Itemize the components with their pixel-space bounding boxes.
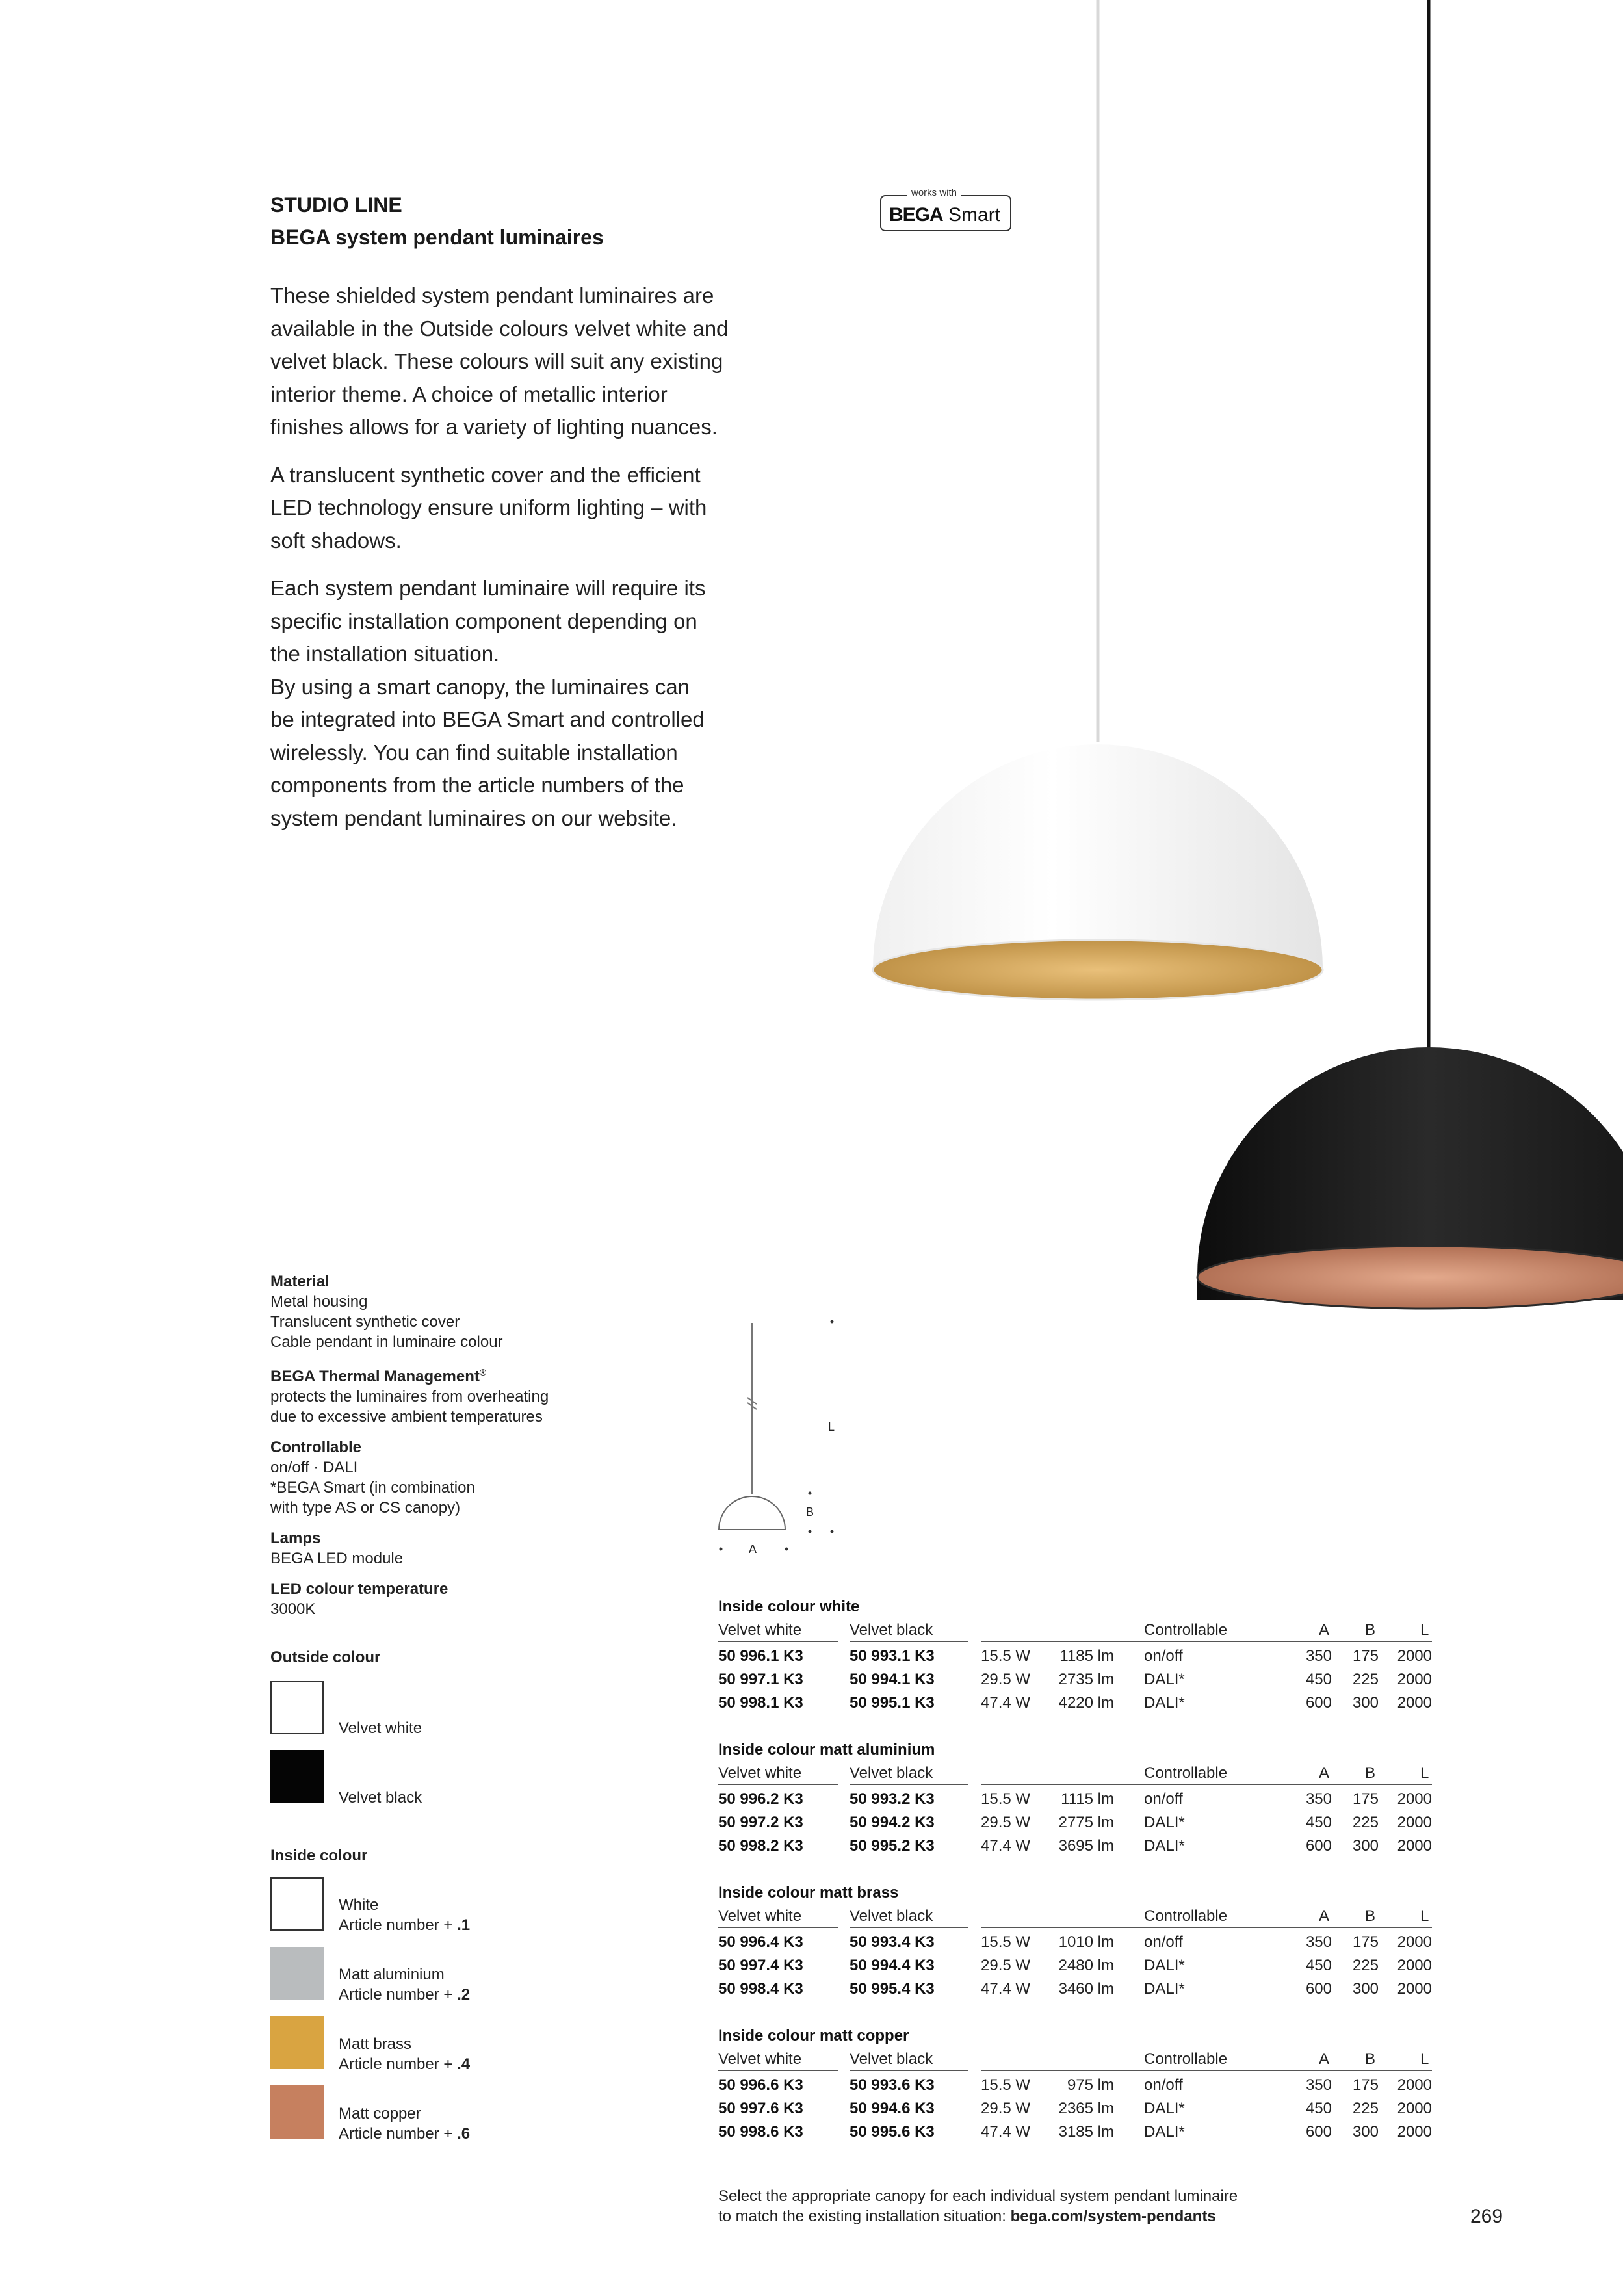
dim-b: 225 — [1352, 1957, 1379, 1974]
swatch-suffix: .4 — [457, 2055, 471, 2073]
wattage: 29.5 W — [981, 1814, 1031, 1831]
outside-colour-heading: Outside colour — [270, 1649, 381, 1666]
header-velvet-black: Velvet black — [850, 2050, 933, 2068]
swatch-label — [339, 2034, 470, 2074]
swatch-velvet-black — [270, 1750, 324, 1803]
article-velvet-white: 50 998.2 K3 — [718, 1837, 803, 1855]
controllable-value: DALI* — [1144, 2100, 1185, 2117]
spec-label: LED colour temperature — [270, 1580, 448, 1598]
header-velvet-black: Velvet black — [850, 1621, 933, 1639]
header-rule — [850, 1641, 968, 1642]
dim-l: 2000 — [1397, 2076, 1432, 2094]
dim-a: 350 — [1305, 1790, 1332, 1808]
header-a: A — [1319, 1621, 1330, 1639]
table-row — [718, 2123, 1433, 2146]
header-l: L — [1420, 1907, 1429, 1925]
badge-brand: BEGA — [889, 204, 943, 226]
badge-product: Smart — [948, 204, 1001, 226]
dim-b: 175 — [1352, 1647, 1379, 1665]
controllable-value: DALI* — [1144, 1694, 1185, 1712]
swatch-suffix: .2 — [457, 1986, 471, 2003]
controllable-value: on/off — [1144, 2076, 1183, 2094]
header-velvet-white: Velvet white — [718, 1621, 802, 1639]
article-velvet-black: 50 994.1 K3 — [850, 1671, 935, 1688]
controllable-value: DALI* — [1144, 1837, 1185, 1855]
header-rule — [718, 1641, 838, 1642]
wattage: 47.4 W — [981, 2123, 1031, 2141]
controllable-value: on/off — [1144, 1647, 1183, 1665]
table-row — [718, 2076, 1433, 2100]
dimension-label-b: B — [806, 1506, 814, 1519]
table-row — [718, 1647, 1433, 1671]
swatch-matt-copper — [270, 2085, 324, 2139]
spec-label: BEGA Thermal Management — [270, 1368, 480, 1385]
swatch-suffix-text: Article number + — [339, 2055, 458, 2073]
article-velvet-white: 50 996.6 K3 — [718, 2076, 803, 2094]
header-rule — [981, 1641, 1432, 1642]
lumens: 975 lm — [1067, 2076, 1114, 2094]
swatch-label: Velvet black — [339, 1789, 422, 1807]
website-link[interactable]: bega.com/system-pendants — [1010, 2208, 1216, 2225]
wattage: 47.4 W — [981, 1980, 1031, 1998]
table-row — [718, 1694, 1433, 1717]
header-a: A — [1319, 2050, 1330, 2068]
spec-controllable — [270, 1437, 608, 1518]
dim-b: 300 — [1352, 2123, 1379, 2141]
dim-a: 600 — [1305, 2123, 1332, 2141]
article-velvet-white: 50 997.6 K3 — [718, 2100, 803, 2117]
swatch-suffix-text: Article number + — [339, 2125, 458, 2143]
footer-line: to match the existing installation situation: — [718, 2208, 1011, 2225]
wattage: 47.4 W — [981, 1694, 1031, 1712]
header-rule — [718, 2070, 838, 2071]
swatch-suffix: .6 — [457, 2125, 471, 2143]
header-b: B — [1365, 1621, 1376, 1639]
intro-paragraph: Each system pendant luminaire will require its specific installation component depending on the installation situation. By using a smart canopy, the luminaires can be integrated into BEGA Smart and controlled wirelessly. You can find suitable installation components from the article numbers of the system pendant luminaires on our website. — [270, 576, 706, 830]
table-title: Inside colour matt brass — [718, 1884, 899, 1901]
swatch-name: Matt copper — [339, 2105, 421, 2122]
dimension-label-l: L — [828, 1420, 835, 1433]
table-row — [718, 1980, 1433, 2003]
wattage: 29.5 W — [981, 2100, 1031, 2117]
lumens: 2735 lm — [1058, 1671, 1114, 1688]
dim-l: 2000 — [1397, 1790, 1432, 1808]
table-row — [718, 2100, 1433, 2123]
dim-b: 175 — [1352, 1933, 1379, 1951]
dim-l: 2000 — [1397, 1694, 1432, 1712]
spec-value: BEGA LED module — [270, 1550, 404, 1567]
header-rule — [850, 2070, 968, 2071]
spec-list — [270, 1272, 608, 1630]
dim-a: 600 — [1305, 1980, 1332, 1998]
dim-l: 2000 — [1397, 1671, 1432, 1688]
swatch-matt-brass — [270, 2016, 324, 2069]
header-rule — [981, 1927, 1432, 1928]
spec-value: 3000K — [270, 1600, 316, 1618]
table-row — [718, 1957, 1433, 1980]
swatch-velvet-white — [270, 1681, 324, 1734]
dim-b: 225 — [1352, 2100, 1379, 2117]
product-tables — [718, 1598, 1433, 2150]
article-velvet-black: 50 993.4 K3 — [850, 1933, 935, 1951]
lumens: 4220 lm — [1058, 1694, 1114, 1712]
lumens: 3695 lm — [1058, 1837, 1114, 1855]
article-velvet-white: 50 998.4 K3 — [718, 1980, 803, 1998]
header-rule — [981, 2070, 1432, 2071]
dim-l: 2000 — [1397, 1980, 1432, 1998]
header-rule — [718, 1784, 838, 1785]
dim-l: 2000 — [1397, 2100, 1432, 2117]
wattage: 47.4 W — [981, 1837, 1031, 1855]
wattage: 29.5 W — [981, 1957, 1031, 1974]
dim-l: 2000 — [1397, 1957, 1432, 1974]
dim-a: 350 — [1305, 2076, 1332, 2094]
article-velvet-black: 50 993.1 K3 — [850, 1647, 935, 1665]
article-velvet-white: 50 998.6 K3 — [718, 2123, 803, 2141]
article-velvet-black: 50 994.2 K3 — [850, 1814, 935, 1831]
article-velvet-black: 50 994.4 K3 — [850, 1957, 935, 1974]
table-row — [718, 1671, 1433, 1694]
dim-b: 300 — [1352, 1837, 1379, 1855]
article-velvet-white: 50 996.2 K3 — [718, 1790, 803, 1808]
swatch-suffix-text: Article number + — [339, 1986, 458, 2003]
spec-value: protects the luminaires from overheating due to excessive ambient temperatures — [270, 1388, 549, 1426]
lumens: 2775 lm — [1058, 1814, 1114, 1831]
dim-a: 450 — [1305, 1814, 1332, 1831]
swatch-name: White — [339, 1896, 379, 1914]
dim-a: 350 — [1305, 1933, 1332, 1951]
dim-l: 2000 — [1397, 1647, 1432, 1665]
wattage: 15.5 W — [981, 2076, 1031, 2094]
table-row — [718, 1790, 1433, 1814]
swatch-name: Matt aluminium — [339, 1966, 445, 1983]
dim-a: 450 — [1305, 1671, 1332, 1688]
dim-l: 2000 — [1397, 1814, 1432, 1831]
table-row — [718, 1814, 1433, 1837]
spec-colour-temperature — [270, 1579, 608, 1619]
swatch-white — [270, 1877, 324, 1931]
spec-material — [270, 1272, 608, 1352]
intro-paragraph: These shielded system pendant luminaires are available in the Outside colours velvet white and velvet black. These colours will suit any existing interior theme. A choice of metallic interior finishes allows for a variety of lighting nuances. — [270, 283, 729, 439]
header-velvet-white: Velvet white — [718, 1764, 802, 1782]
header-velvet-white: Velvet white — [718, 1907, 802, 1925]
swatch-suffix-text: Article number + — [339, 1916, 458, 1934]
white-pendant-image — [873, 0, 1323, 1000]
header-l: L — [1420, 2050, 1429, 2068]
dim-a: 450 — [1305, 1957, 1332, 1974]
header-a: A — [1319, 1907, 1330, 1925]
swatch-label — [339, 1895, 470, 1935]
spec-label: Controllable — [270, 1439, 362, 1456]
lumens: 1010 lm — [1058, 1933, 1114, 1951]
intro-text — [270, 280, 784, 850]
footer-note — [718, 2186, 1238, 2226]
header-controllable: Controllable — [1144, 2050, 1228, 2068]
dim-b: 300 — [1352, 1694, 1379, 1712]
article-velvet-black: 50 993.6 K3 — [850, 2076, 935, 2094]
dim-a: 600 — [1305, 1694, 1332, 1712]
swatch-name: Matt brass — [339, 2035, 412, 2053]
header-rule — [850, 1927, 968, 1928]
lumens: 1185 lm — [1059, 1647, 1114, 1665]
controllable-value: on/off — [1144, 1933, 1183, 1951]
header-velvet-white: Velvet white — [718, 2050, 802, 2068]
lumens: 3185 lm — [1058, 2123, 1114, 2141]
spec-label: Lamps — [270, 1530, 321, 1547]
article-velvet-white: 50 998.1 K3 — [718, 1694, 803, 1712]
page-heading — [270, 189, 604, 254]
header-a: A — [1319, 1764, 1330, 1782]
swatch-label — [339, 1964, 470, 2005]
page-number: 269 — [1470, 2206, 1503, 2227]
wattage: 15.5 W — [981, 1647, 1031, 1665]
spec-thermal — [270, 1363, 608, 1427]
controllable-value: DALI* — [1144, 1671, 1185, 1688]
registered-mark: ® — [479, 1367, 487, 1377]
dim-l: 2000 — [1397, 1837, 1432, 1855]
inside-colour-heading: Inside colour — [270, 1847, 368, 1864]
header-b: B — [1365, 1764, 1376, 1782]
swatch-label: Velvet white — [339, 1719, 422, 1737]
dimension-label-a: A — [749, 1543, 757, 1556]
dim-l: 2000 — [1397, 1933, 1432, 1951]
intro-paragraph: A translucent synthetic cover and the efficient LED technology ensure uniform lighting – with soft shadows. — [270, 462, 707, 553]
dim-l: 2000 — [1397, 2123, 1432, 2141]
wattage: 29.5 W — [981, 1671, 1031, 1688]
footer-line: Select the appropriate canopy for each individual system pendant luminaire — [718, 2187, 1238, 2205]
dim-b: 225 — [1352, 1671, 1379, 1688]
dim-a: 600 — [1305, 1837, 1332, 1855]
header-controllable: Controllable — [1144, 1621, 1228, 1639]
article-velvet-white: 50 996.4 K3 — [718, 1933, 803, 1951]
dimension-diagram — [715, 1307, 845, 1567]
article-velvet-black: 50 995.1 K3 — [850, 1694, 935, 1712]
article-velvet-black: 50 993.2 K3 — [850, 1790, 935, 1808]
bega-smart-badge — [880, 187, 1011, 231]
header-rule — [718, 1927, 838, 1928]
controllable-value: DALI* — [1144, 1957, 1185, 1974]
wattage: 15.5 W — [981, 1933, 1031, 1951]
article-velvet-black: 50 995.4 K3 — [850, 1980, 935, 1998]
lumens: 3460 lm — [1058, 1980, 1114, 1998]
table-title: Inside colour matt copper — [718, 2027, 909, 2044]
article-velvet-black: 50 994.6 K3 — [850, 2100, 935, 2117]
dim-b: 175 — [1352, 1790, 1379, 1808]
swatch-matt-aluminium — [270, 1947, 324, 2000]
wattage: 15.5 W — [981, 1790, 1031, 1808]
lumens: 2365 lm — [1058, 2100, 1114, 2117]
dim-b: 175 — [1352, 2076, 1379, 2094]
badge-works-with: works with — [907, 187, 961, 198]
dim-a: 450 — [1305, 2100, 1332, 2117]
table-title: Inside colour white — [718, 1598, 860, 1615]
article-velvet-white: 50 997.1 K3 — [718, 1671, 803, 1688]
controllable-value: DALI* — [1144, 1814, 1185, 1831]
header-l: L — [1420, 1764, 1429, 1782]
table-row — [718, 1837, 1433, 1860]
controllable-value: DALI* — [1144, 2123, 1185, 2141]
header-b: B — [1365, 2050, 1376, 2068]
controllable-value: DALI* — [1144, 1980, 1185, 1998]
article-velvet-black: 50 995.6 K3 — [850, 2123, 935, 2141]
header-controllable: Controllable — [1144, 1764, 1228, 1782]
article-velvet-white: 50 996.1 K3 — [718, 1647, 803, 1665]
spec-label: Material — [270, 1273, 330, 1290]
header-b: B — [1365, 1907, 1376, 1925]
table-row — [718, 1933, 1433, 1957]
black-pendant-image — [1197, 0, 1623, 1309]
header-l: L — [1420, 1621, 1429, 1639]
header-velvet-black: Velvet black — [850, 1907, 933, 1925]
header-controllable: Controllable — [1144, 1907, 1228, 1925]
dim-b: 300 — [1352, 1980, 1379, 1998]
lumens: 2480 lm — [1058, 1957, 1114, 1974]
article-velvet-white: 50 997.4 K3 — [718, 1957, 803, 1974]
dim-a: 350 — [1305, 1647, 1332, 1665]
product-title: BEGA system pendant luminaires — [270, 226, 604, 249]
swatch-label — [339, 2104, 470, 2144]
article-velvet-black: 50 995.2 K3 — [850, 1837, 935, 1855]
header-rule — [850, 1784, 968, 1785]
swatch-suffix: .1 — [457, 1916, 471, 1934]
header-velvet-black: Velvet black — [850, 1764, 933, 1782]
dim-b: 225 — [1352, 1814, 1379, 1831]
spec-lamps — [270, 1528, 608, 1569]
spec-value: on/off · DALI *BEGA Smart (in combination with type AS or CS canopy) — [270, 1459, 475, 1517]
table-title: Inside colour matt aluminium — [718, 1741, 935, 1758]
lumens: 1115 lm — [1061, 1790, 1114, 1808]
header-rule — [981, 1784, 1432, 1785]
controllable-value: on/off — [1144, 1790, 1183, 1808]
article-velvet-white: 50 997.2 K3 — [718, 1814, 803, 1831]
series-title: STUDIO LINE — [270, 193, 402, 216]
spec-value: Metal housing Translucent synthetic cover Cable pendant in luminaire colour — [270, 1293, 503, 1351]
